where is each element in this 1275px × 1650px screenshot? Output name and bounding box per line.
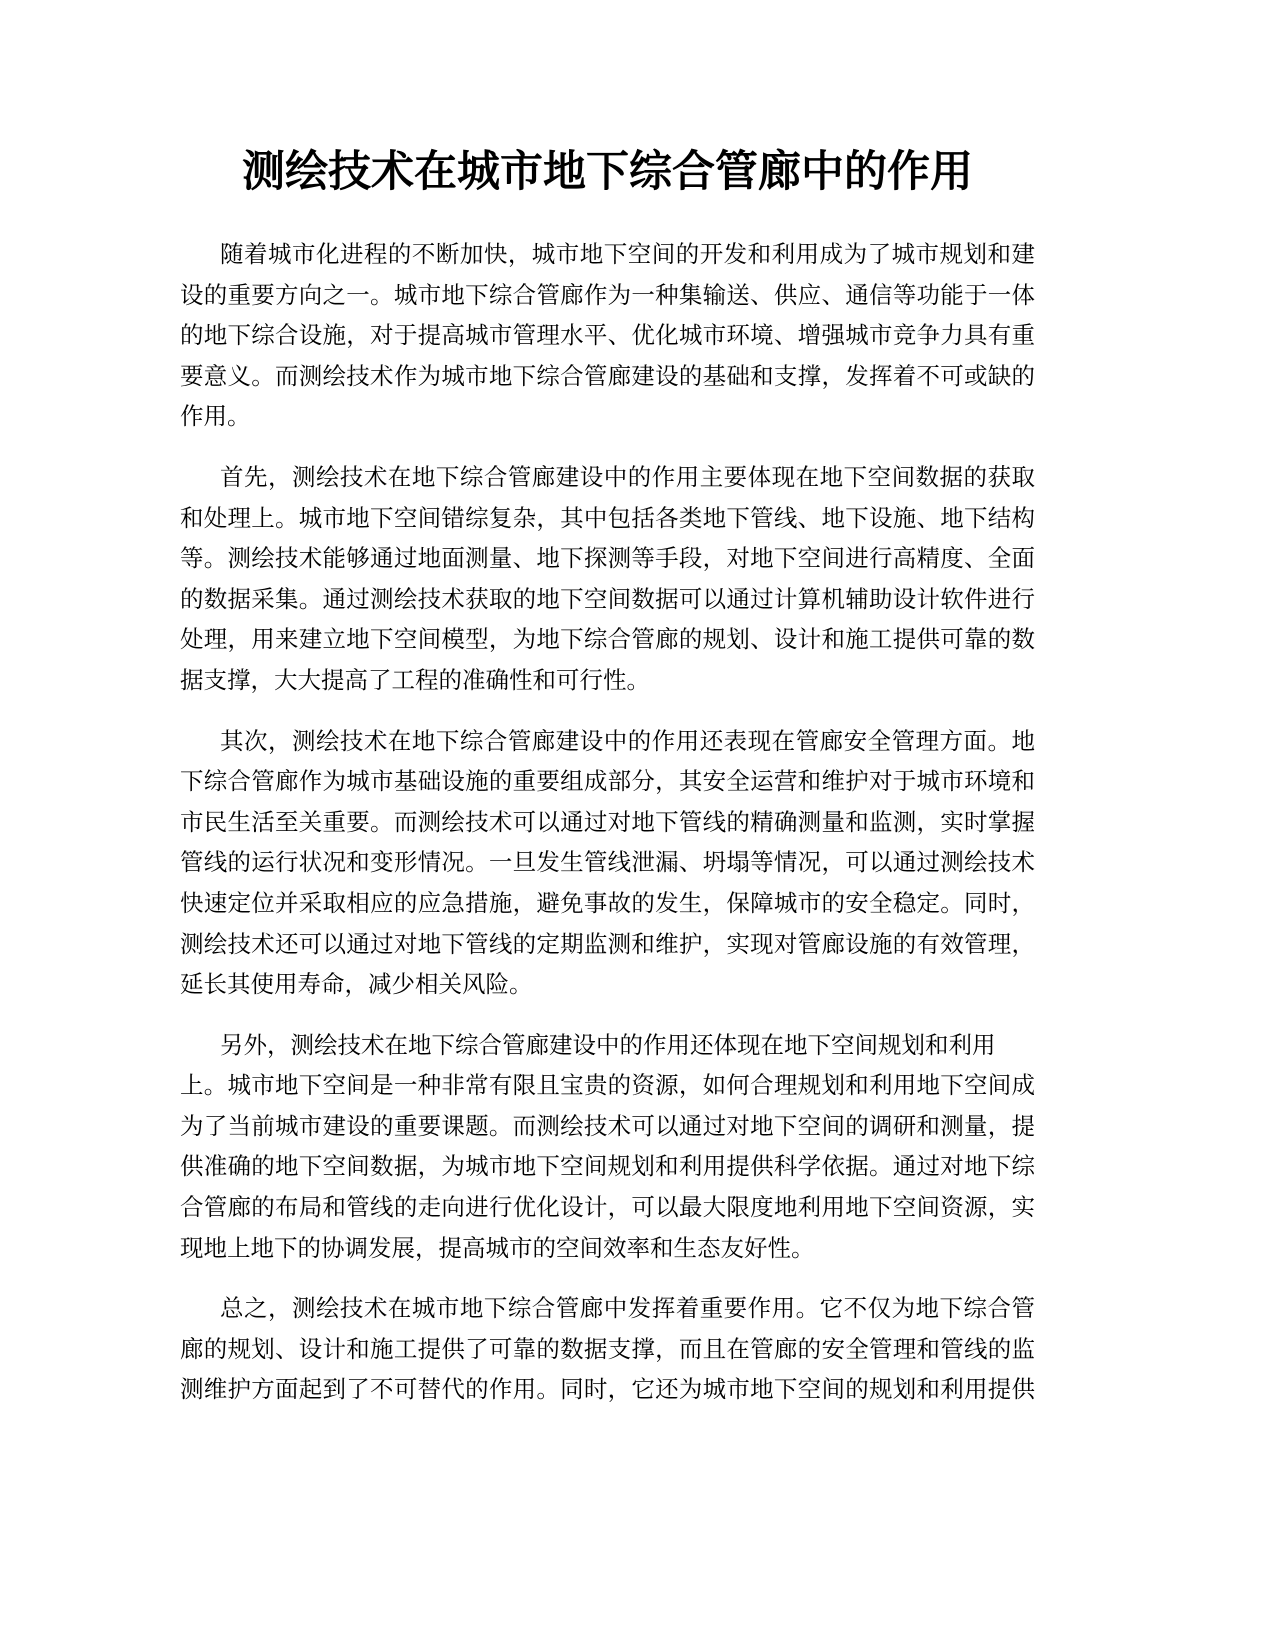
paragraph-line: 首先，测绘技术在地下综合管廊建设中的作用主要体现在地下空间数据的获取 [220, 462, 1035, 491]
paragraph-line: 等。测绘技术能够通过地面测量、地下探测等手段，对地下空间进行高精度、全面 [180, 544, 1035, 573]
paragraph-line: 总之，测绘技术在城市地下综合管廊中发挥着重要作用。它不仅为地下综合管 [220, 1294, 1035, 1323]
paragraph-line: 测维护方面起到了不可替代的作用。同时，它还为城市地下空间的规划和利用提供 [180, 1375, 1035, 1404]
document-body [180, 234, 1035, 1430]
paragraph-space-planning [180, 1025, 1035, 1269]
paragraph-line: 据支撑，大大提高了工程的准确性和可行性。 [180, 665, 650, 694]
paragraph-conclusion [180, 1288, 1035, 1410]
paragraph-line: 上。城市地下空间是一种非常有限且宝贵的资源，如何合理规划和利用地下空间成 [180, 1071, 1035, 1100]
paragraph-line: 下综合管廊作为城市基础设施的重要组成部分，其安全运营和维护对于城市环境和 [180, 767, 1035, 796]
paragraph-line: 为了当前城市建设的重要课题。而测绘技术可以通过对地下空间的调研和测量，提 [180, 1111, 1035, 1140]
paragraph-introduction [180, 234, 1035, 437]
paragraph-line: 合管廊的布局和管线的走向进行优化设计，可以最大限度地利用地下空间资源，实 [180, 1193, 1035, 1222]
paragraph-line: 快速定位并采取相应的应急措施，避免事故的发生，保障城市的安全稳定。同时， [180, 888, 1035, 917]
paragraph-line: 测绘技术还可以通过对地下管线的定期监测和维护，实现对管廊设施的有效管理， [180, 929, 1035, 958]
paragraph-line: 市民生活至关重要。而测绘技术可以通过对地下管线的精确测量和监测，实时掌握 [180, 807, 1035, 836]
paragraph-safety-management [180, 721, 1035, 1005]
paragraph-line: 延长其使用寿命，减少相关风险。 [180, 970, 533, 999]
paragraph-line: 作用。 [180, 402, 251, 431]
paragraph-line: 随着城市化进程的不断加快，城市地下空间的开发和利用成为了城市规划和建 [220, 240, 1035, 268]
paragraph-line: 的数据采集。通过测绘技术获取的地下空间数据可以通过计算机辅助设计软件进行 [180, 584, 1035, 613]
paragraph-line: 其次，测绘技术在地下综合管廊建设中的作用还表现在管廊安全管理方面。地 [220, 726, 1035, 755]
paragraph-line: 廊的规划、设计和施工提供了可靠的数据支撑，而且在管廊的安全管理和管线的监 [180, 1334, 1035, 1363]
paragraph-line: 的地下综合设施，对于提高城市管理水平、优化城市环境、增强城市竞争力具有重 [180, 321, 1035, 350]
paragraph-line: 供准确的地下空间数据，为城市地下空间规划和利用提供科学依据。通过对地下综 [180, 1152, 1035, 1181]
paragraph-line: 管线的运行状况和变形情况。一旦发生管线泄漏、坍塌等情况，可以通过测绘技术 [180, 848, 1035, 877]
paragraph-data-acquisition [180, 457, 1035, 701]
paragraph-line: 另外，测绘技术在地下综合管廊建设中的作用还体现在地下空间规划和利用 [220, 1030, 996, 1059]
paragraph-line: 和处理上。城市地下空间错综复杂，其中包括各类地下管线、地下设施、地下结构 [180, 503, 1035, 532]
paragraph-line: 要意义。而测绘技术作为城市地下综合管廊建设的基础和支撑，发挥着不可或缺的 [180, 361, 1035, 390]
document-title: 测绘技术在城市地下综合管廊中的作用 [242, 147, 973, 197]
paragraph-line: 设的重要方向之一。城市地下综合管廊作为一种集输送、供应、通信等功能于一体 [180, 280, 1035, 309]
paragraph-line: 处理，用来建立地下空间模型，为地下综合管廊的规划、设计和施工提供可靠的数 [180, 625, 1035, 654]
paragraph-line: 现地上地下的协调发展，提高城市的空间效率和生态友好性。 [180, 1233, 815, 1262]
